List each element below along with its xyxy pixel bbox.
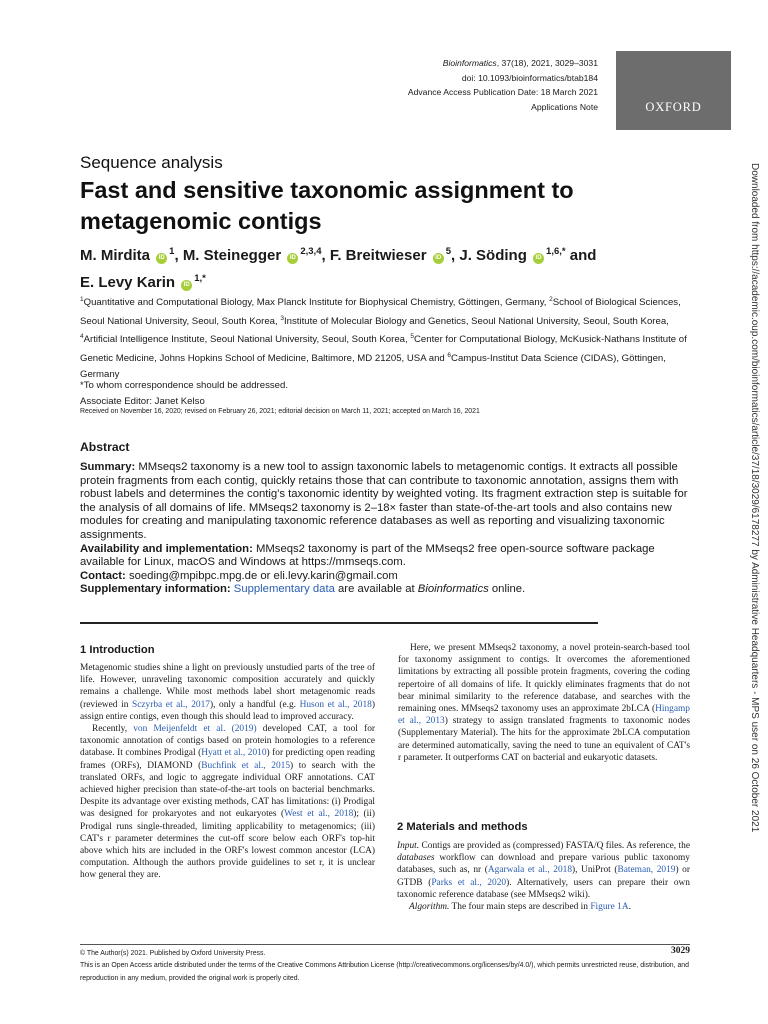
availability-label: Availability and implementation: bbox=[80, 542, 253, 555]
license-notice: This is an Open Access article distributed under the terms of the Creative Commons Attribution License (http://creativecommons.org/licenses/by/4.0/), which permits unrestricted reuse, distribution, and reproduction in any medium, provided the original work is properly cited. bbox=[80, 962, 689, 982]
methods-algorithm-paragraph bbox=[397, 901, 690, 913]
author-separator: , bbox=[451, 247, 460, 264]
methods-column bbox=[397, 840, 690, 913]
abstract-divider bbox=[80, 622, 598, 624]
author-affiliation-mark: 1,6,* bbox=[546, 246, 566, 257]
citation-link[interactable]: Bateman, 2019 bbox=[617, 865, 676, 876]
citation-link[interactable]: von Meijenfeldt et al. (2019) bbox=[133, 724, 257, 735]
summary-text: MMseqs2 taxonomy is a new tool to assign taxonomic labels to metagenomic contigs. It extracts all possible protein fragments from each contig, quickly retains those that can contribute to taxonomic annotation, assigns them with robust labels and determines the contig's taxonomic identity by weighted voting. Its fragment extraction step is suitable for the analysis of all domains of life. MMseqs2 taxonomy is 2–18× faster than state-of-the-art tools and also contains new modules for creating and manipulating taxonomic reference databases as well as reporting and visualizing taxonomic assignments. bbox=[80, 461, 688, 541]
author-name[interactable]: J. Söding bbox=[459, 247, 527, 264]
author-affiliation-mark: 2,3,4 bbox=[300, 246, 322, 257]
citation-link[interactable]: Buchfink et al., 2015 bbox=[201, 760, 291, 771]
intro-paragraph-1 bbox=[80, 662, 375, 723]
author-affiliation-mark: 1,* bbox=[194, 273, 206, 284]
page-number: 3029 bbox=[671, 946, 690, 956]
text-run: Metagenomic studies shine a light on previously unstudied parts of the tree of life. However, unraveling taxonomic composition accurately and quickly remains a challenge. While most methods label short metagenomic reads (reviewed in bbox=[80, 663, 375, 710]
orcid-icon[interactable]: ID bbox=[181, 280, 192, 291]
journal-name[interactable]: Bioinformatics bbox=[442, 58, 497, 68]
abstract-summary bbox=[80, 461, 692, 543]
orcid-icon[interactable]: ID bbox=[433, 253, 444, 264]
abstract-contact bbox=[80, 570, 692, 584]
intro-heading: 1 Introduction bbox=[80, 644, 155, 656]
affiliations bbox=[80, 292, 692, 382]
article-type: Applications Note bbox=[531, 101, 598, 112]
methods-input-paragraph bbox=[397, 840, 690, 901]
affiliation-mark: 5 bbox=[410, 333, 414, 341]
author-list bbox=[80, 240, 680, 294]
orcid-icon[interactable]: ID bbox=[287, 253, 298, 264]
supplementary-link[interactable]: Supplementary data bbox=[233, 583, 335, 596]
citation-link[interactable]: Hyatt et al., 2010 bbox=[201, 748, 267, 759]
publisher-logo[interactable] bbox=[616, 51, 731, 130]
footer bbox=[80, 948, 692, 985]
affiliation-mark: 1 bbox=[80, 296, 84, 303]
affiliation-text: Artificial Intelligence Institute, Seoul National University, Seoul, South Korea, bbox=[83, 334, 411, 346]
article-title: Fast and sensitive taxonomic assignment to metagenomic contigs bbox=[80, 177, 574, 234]
associate-editor: Associate Editor: Janet Kelso bbox=[80, 395, 205, 407]
abstract-availability bbox=[80, 543, 692, 570]
download-note bbox=[746, 163, 766, 1013]
paragraph-label: Input. bbox=[397, 841, 420, 851]
text-run: . bbox=[628, 902, 631, 913]
affiliation-text: Quantitative and Computational Biology, Max Planck Institute for Biophysical Chemistry, Göttingen, Germany, bbox=[83, 297, 550, 309]
author-separator: and bbox=[565, 247, 597, 264]
journal-citation: , 37(18), 2021, 3029–3031 bbox=[496, 58, 598, 68]
supplementary-end: online. bbox=[488, 583, 526, 596]
orcid-icon[interactable]: ID bbox=[156, 253, 167, 264]
affiliation-text: Center for Computational Biology, McKusick-Nathans Institute of Genetic Medicine, Johns Hopkins School of Medicine, Baltimore, MD 21205, USA and bbox=[80, 334, 687, 365]
contact-text[interactable]: soeding@mpibpc.mpg.de or eli.levy.karin@gmail.com bbox=[125, 569, 398, 582]
advance-access-date: Advance Access Publication Date: 18 March 2021 bbox=[407, 87, 598, 98]
contact-label: Contact: bbox=[80, 569, 126, 582]
summary-label: Summary: bbox=[80, 461, 136, 473]
text-run: Recently, bbox=[92, 724, 134, 735]
affiliation-text: School of Biological Sciences, Seoul National University, Seoul, South Korea, bbox=[80, 297, 681, 327]
author-affiliation-mark: 5 bbox=[445, 246, 452, 257]
citation-link[interactable]: Hingamp et al., 2013 bbox=[398, 704, 690, 727]
doi[interactable]: doi: 10.1093/bioinformatics/btab184 bbox=[461, 72, 598, 83]
affiliation-text: Institute of Molecular Biology and Genetics, Seoul National University, Seoul, South Korea, bbox=[283, 315, 669, 327]
affiliation-mark: 4 bbox=[80, 333, 84, 341]
citation-link[interactable]: West et al., 2018 bbox=[284, 809, 354, 820]
author-name[interactable]: M. Mirdita bbox=[80, 247, 150, 264]
text-run: databases bbox=[397, 853, 435, 864]
abstract-body bbox=[80, 461, 692, 597]
journal-info bbox=[408, 56, 598, 114]
abstract-heading: Abstract bbox=[80, 440, 130, 454]
text-run: ); (ii) Prodigal runs single-threaded, limiting applicability to metagenomics; (iii) CAT's r parameter determines the cut-off score below each ORF's top-hit above which hits are included in the ORF's lowest common ancestor (LCA) computation. Although the authors provide guidelines to set r, it is unclear how general they are. bbox=[80, 809, 376, 881]
citation-link[interactable]: Huson et al., 2018 bbox=[299, 699, 372, 710]
text-run: ) or GTDB ( bbox=[397, 865, 690, 888]
publisher-logo-text: OXFORD bbox=[645, 100, 702, 114]
text-run: ) assign entire contigs, even though this should lead to improved accuracy. bbox=[80, 699, 375, 722]
text-run: ), only a handful (e.g. bbox=[209, 699, 300, 710]
figure-link[interactable]: Figure 1A bbox=[590, 902, 629, 913]
author-name[interactable]: M. Steinegger bbox=[182, 247, 282, 264]
copyright-notice: © The Author(s) 2021. Published by Oxford University Press. bbox=[80, 950, 266, 957]
text-run: ) strategy to assign translated fragments to taxonomic nodes (Supplementary Material). The hits for the approximate 2bLCA computation are determined automatically, saving the need to tune an equivalent of CAT's r parameter. It outperforms CAT on bacterial and eukaryotic datasets. bbox=[398, 716, 690, 763]
supplementary-label: Supplementary information: bbox=[80, 583, 231, 596]
citation-link[interactable]: Sczyrba et al., 2017 bbox=[131, 699, 210, 710]
availability-text: MMseqs2 taxonomy is part of the MMseqs2 free open-source software package available for Linux, macOS and Windows at https://mmseqs.com. bbox=[80, 542, 655, 569]
affiliation-mark: 6 bbox=[447, 352, 452, 360]
text-run: Here, we present MMseqs2 taxonomy, a novel protein-search-based tool for taxonomy assignment to contigs. It overcomes the aforementioned limitations by extracting all possible protein fragments, covering the coding repertoire of all domains of life. It quickly eliminates fragments that do not bear minimal similarity to the reference database, and searches with the remaining ones. MMseqs2 taxonomy uses an approximate 2bLCA ( bbox=[398, 643, 690, 715]
orcid-icon[interactable]: ID bbox=[533, 253, 544, 264]
affiliation-text: Campus-Institut Data Science (CIDAS), Göttingen, Germany bbox=[80, 353, 666, 380]
supplementary-journal: Bioinformatics bbox=[417, 583, 489, 596]
author-name[interactable]: F. Breitwieser bbox=[329, 247, 427, 264]
text-run: The four main steps are described in bbox=[449, 902, 591, 913]
abstract-supplementary bbox=[80, 583, 692, 597]
intro-column bbox=[80, 662, 375, 882]
footer-divider bbox=[80, 944, 690, 945]
author-separator: , bbox=[321, 247, 330, 264]
author-name[interactable]: E. Levy Karin bbox=[80, 274, 176, 291]
supplementary-text: are available at bbox=[334, 583, 418, 596]
text-run: developed CAT, a tool for taxonomic annotation of contigs based on protein homologies to a reference database. It combines Prodigal ( bbox=[80, 724, 376, 759]
text-run: ), UniProt ( bbox=[572, 865, 618, 876]
correspondence-note: *To whom correspondence should be addressed. bbox=[80, 380, 288, 391]
received-dates: Received on November 16, 2020; revised on February 26, 2021; editorial decision on March 11, 2021; accepted on March 16, 2021 bbox=[80, 408, 480, 415]
methods-heading: 2 Materials and methods bbox=[397, 821, 528, 833]
author-affiliation-mark: 1 bbox=[169, 246, 175, 257]
section-label: Sequence analysis bbox=[80, 153, 223, 172]
overview-paragraph bbox=[398, 642, 690, 764]
text-run: ) to search with the translated ORFs, and logic to aggregate individual ORF annotations. CAT achieved higher precision than state-of-the-art tools on bacterial benchmarks. Despite its advantage over existing methods, CAT has limitations: (i) Prodigal was designed for prokaryotes and not eukaryotes ( bbox=[80, 760, 375, 820]
text-run: ) for predicting open reading frames (ORFs), DIAMOND ( bbox=[80, 748, 375, 771]
intro-paragraph-2 bbox=[80, 723, 375, 882]
citation-link[interactable]: Agarwala et al., 2018 bbox=[487, 865, 573, 876]
affiliation-mark: 2 bbox=[549, 296, 553, 303]
correspondence-block bbox=[80, 378, 288, 409]
author-separator: , bbox=[174, 247, 183, 264]
text-run: workflow can download and prepare various public taxonomy databases, such as, nr ( bbox=[397, 853, 690, 876]
text-run: Contigs are provided as (compressed) FASTA/Q files. As reference, the bbox=[419, 841, 690, 851]
right-column bbox=[398, 642, 690, 764]
affiliation-mark: 3 bbox=[280, 314, 284, 322]
download-note-text: Downloaded from https://academic.oup.com/bioinformatics/article/37/18/3029/6178277 by Administrative Headquarters - MPS user on 26 October 2021 bbox=[749, 163, 760, 833]
paragraph-label: Algorithm. bbox=[409, 902, 450, 913]
citation-link[interactable]: Parks et al., 2020 bbox=[431, 877, 507, 888]
text-run: ). Alternatively, users can prepare their own taxonomic reference database (see MMseqs2 wiki). bbox=[397, 877, 690, 900]
